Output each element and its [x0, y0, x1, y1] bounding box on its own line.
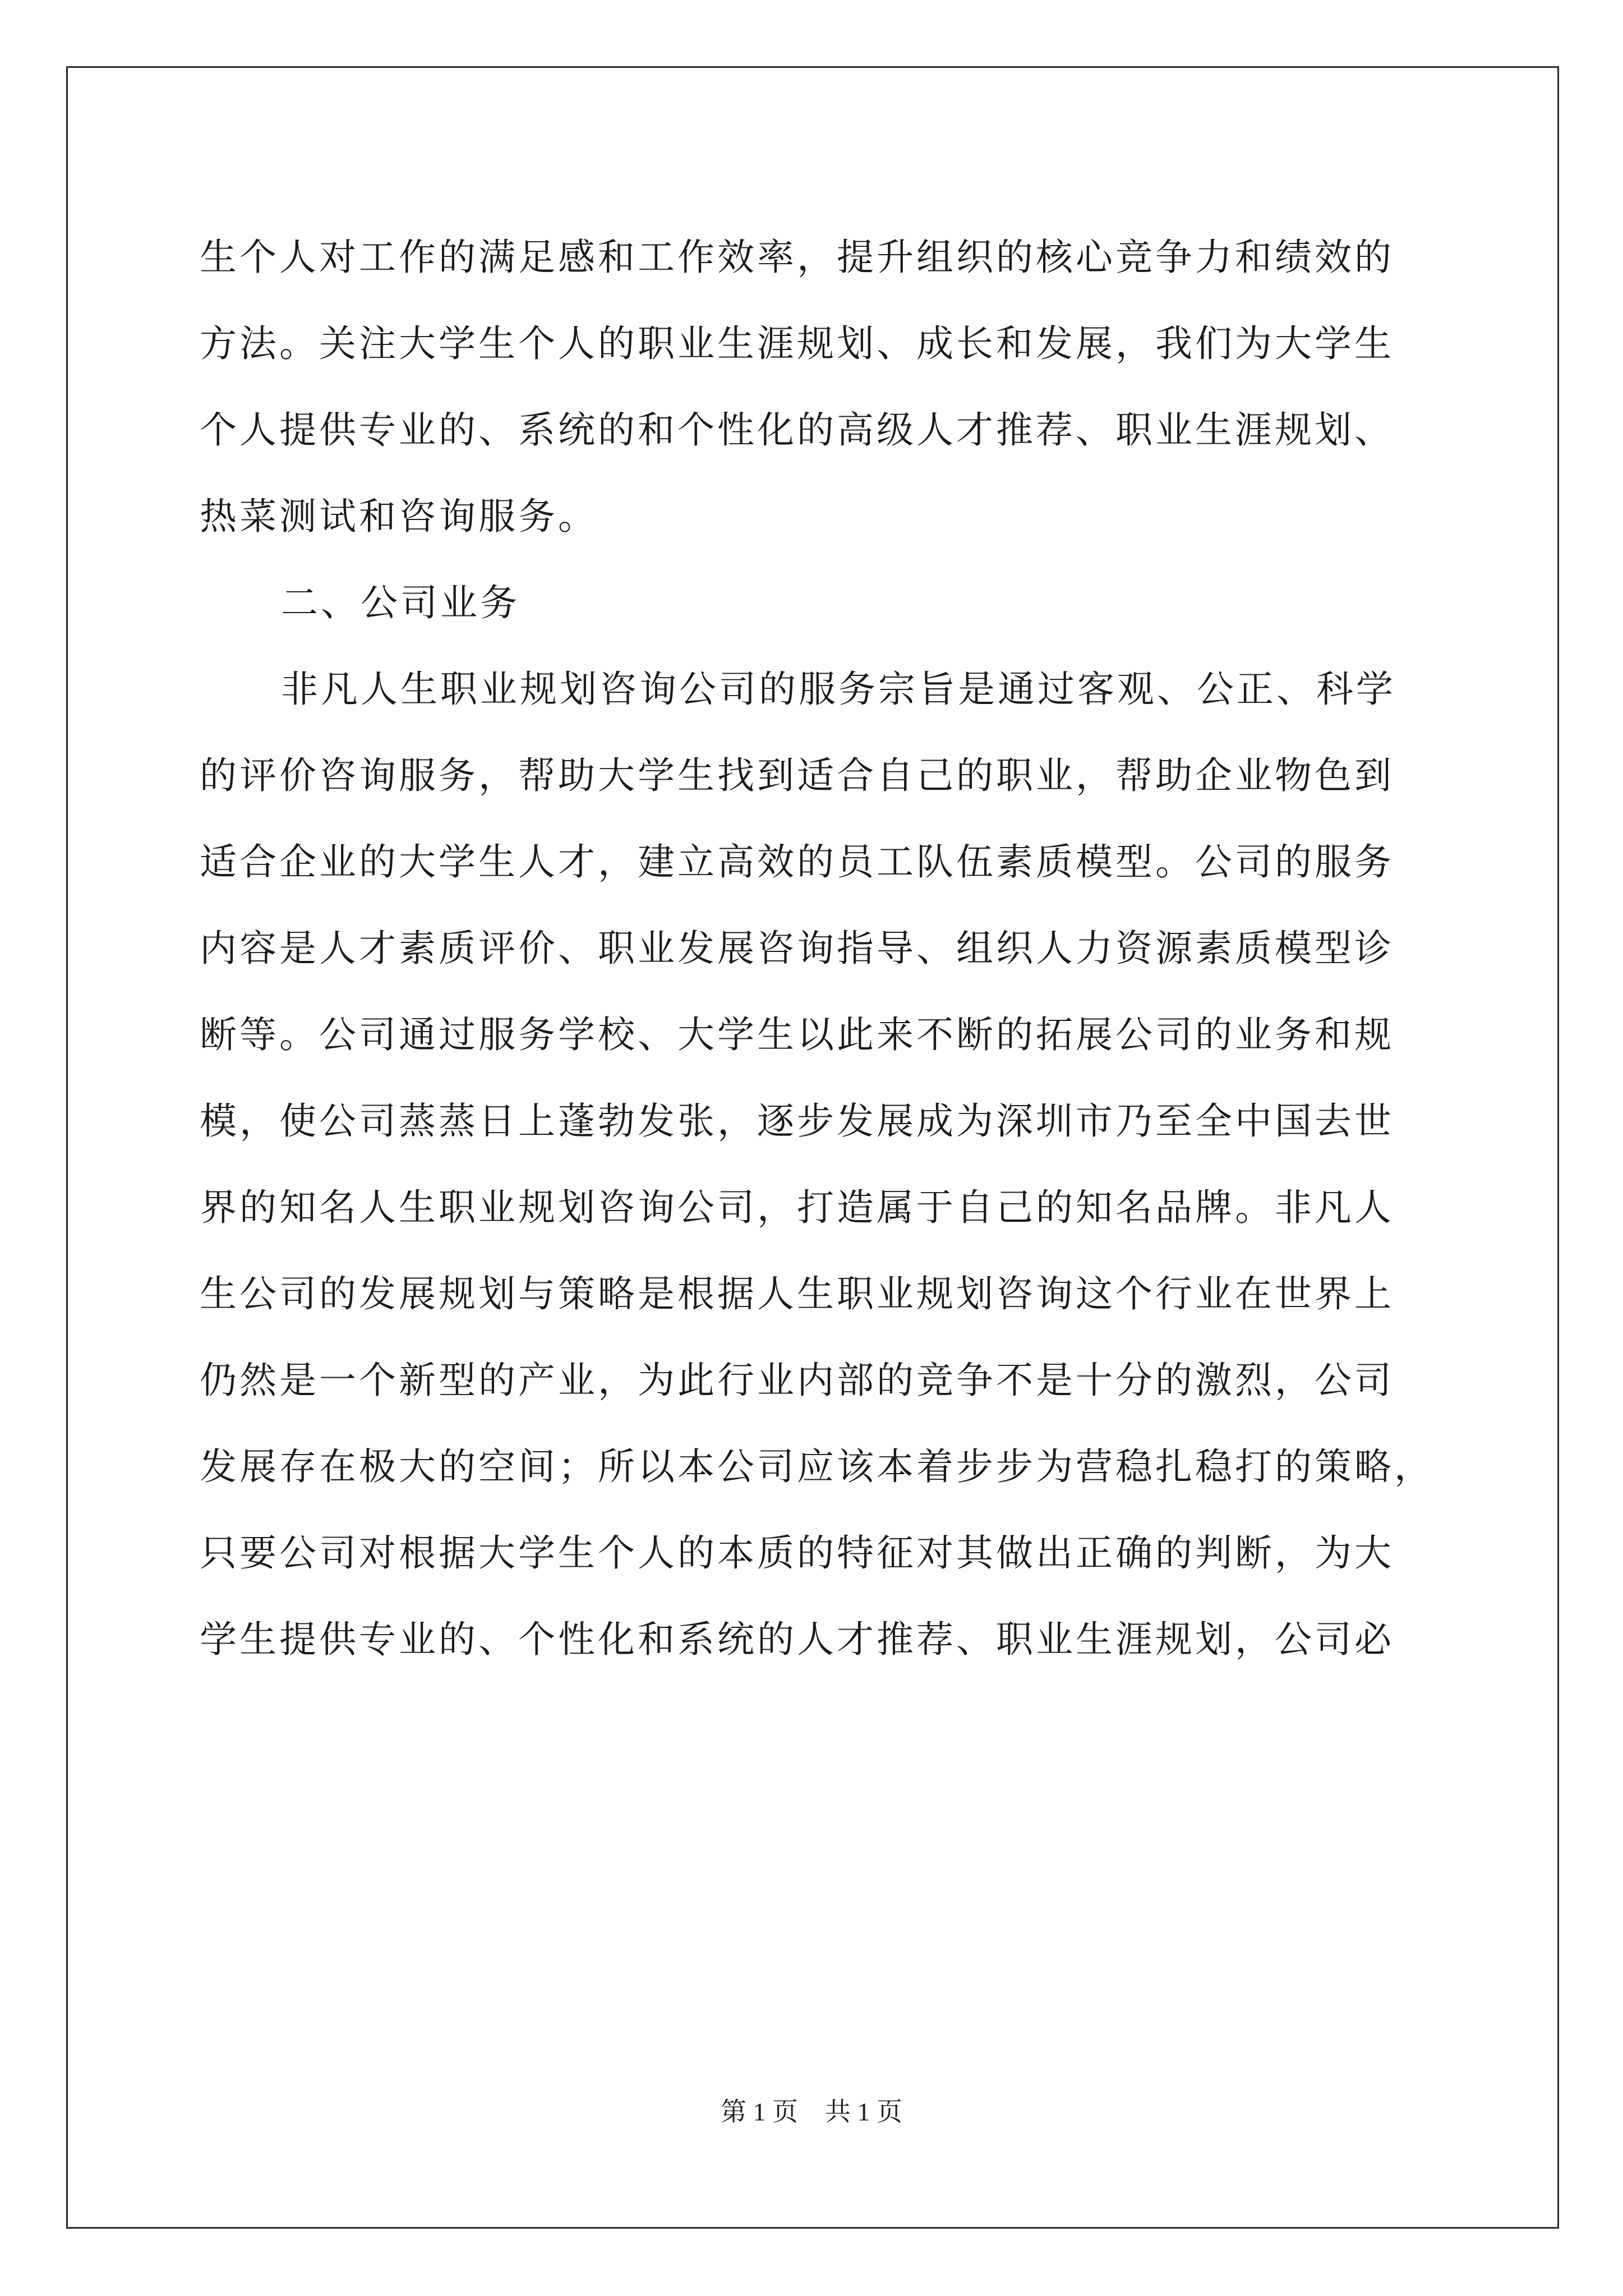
page-total: 共 1 页 [825, 2097, 902, 2126]
section-heading: 二、公司业务 [281, 581, 520, 624]
text-line: 发展存在极大的空间；所以本公司应该本着步步为营稳扎稳打的策略， [200, 1445, 1434, 1488]
text-line: 只要公司对根据大学生个人的本质的特征对其做出正确的判断，为大 [200, 1531, 1394, 1575]
text-line: 断等。公司通过服务学校、大学生以此来不断的拓展公司的业务和规 [200, 1013, 1394, 1056]
text-line: 内容是人才素质评价、职业发展咨询指导、组织人力资源素质模型诊 [200, 927, 1394, 970]
text-line: 生个人对工作的满足感和工作效率，提升组织的核心竞争力和绩效的 [200, 236, 1394, 279]
text-line: 界的知名人生职业规划咨询公司，打造属于自己的知名品牌。非凡人 [200, 1186, 1394, 1229]
page-number: 第 1 页 [721, 2097, 798, 2126]
text-line: 模，使公司蒸蒸日上蓬勃发张，逐步发展成为深圳市乃至全中国去世 [200, 1099, 1394, 1143]
text-line: 适合企业的大学生人才，建立高效的员工队伍素质模型。公司的服务 [200, 840, 1394, 884]
text-line: 的评价咨询服务，帮助大学生找到适合自己的职业，帮助企业物色到 [200, 754, 1394, 797]
text-line: 仍然是一个新型的产业，为此行业内部的竞争不是十分的激烈，公司 [200, 1359, 1394, 1402]
document-body [200, 214, 1456, 1683]
page-footer [0, 2095, 1623, 2129]
paragraph-first-line: 非凡人生职业规划咨询公司的服务宗旨是通过客观、公正、科学 [281, 668, 1396, 711]
text-line: 生公司的发展规划与策略是根据人生职业规划咨询这个行业在世界上 [200, 1272, 1394, 1315]
text-line: 热菜测试和咨询服务。 [200, 495, 598, 538]
text-line: 学生提供专业的、个性化和系统的人才推荐、职业生涯规划，公司必 [200, 1618, 1394, 1661]
text-line: 方法。关注大学生个人的职业生涯规划、成长和发展，我们为大学生 [200, 322, 1394, 365]
text-line: 个人提供专业的、系统的和个性化的高级人才推荐、职业生涯规划、 [200, 408, 1394, 452]
